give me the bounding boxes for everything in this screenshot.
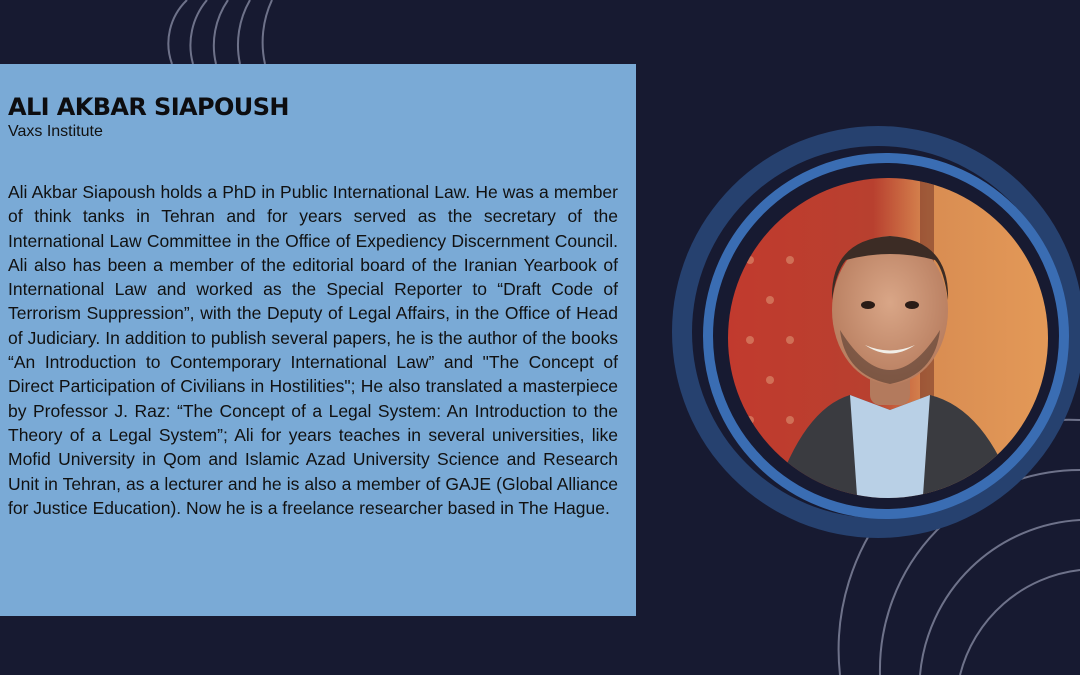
deco-arc-top-5: [263, 0, 272, 64]
deco-arc-top-4: [238, 0, 250, 64]
portrait-graphic: [660, 110, 1080, 570]
person-name: ALI AKBAR SIAPOUSH: [8, 93, 289, 121]
person-bio: Ali Akbar Siapoush holds a PhD in Public International Law. He was a member of think tanks in Tehran and for years served as the secretary of the International Law Committee in the Office of Expediency Discernment Council. Ali also has been a member of the editorial board of the Iranian Yearbook of International Law and worked as the Special Reporter to “Draft Code of Terrorism Suppression”, with the Deputy of Legal Affairs, in the Office of Head of Judiciary. In addition to publish several papers, he is the author of the books “An Introduction to Contemporary International Law” and "The Concept of Direct Participation of Civilians in Hostilities"; He also translated a masterpiece by Professor J. Raz: “The Concept of a Legal System: An Introduction to the Theory of a Legal System”; Ali for years teaches in several universities, like Mofid University in Qom and Islamic Azad University Science and Research Unit in Tehran, as a lecturer and he is also a member of GAJE (Global Alliance for Justice Education). Now he is a freelance researcher based in The Hague.: [8, 182, 618, 518]
deco-arc-top-1: [168, 0, 187, 64]
person-affiliation: Vaxs Institute: [8, 123, 103, 140]
portrait-frame: [660, 110, 1080, 575]
deco-arc-top-2: [190, 0, 207, 64]
deco-arc-top-3: [214, 0, 228, 64]
bio-card: [0, 64, 636, 616]
deco-arc-br-4: [960, 570, 1080, 675]
